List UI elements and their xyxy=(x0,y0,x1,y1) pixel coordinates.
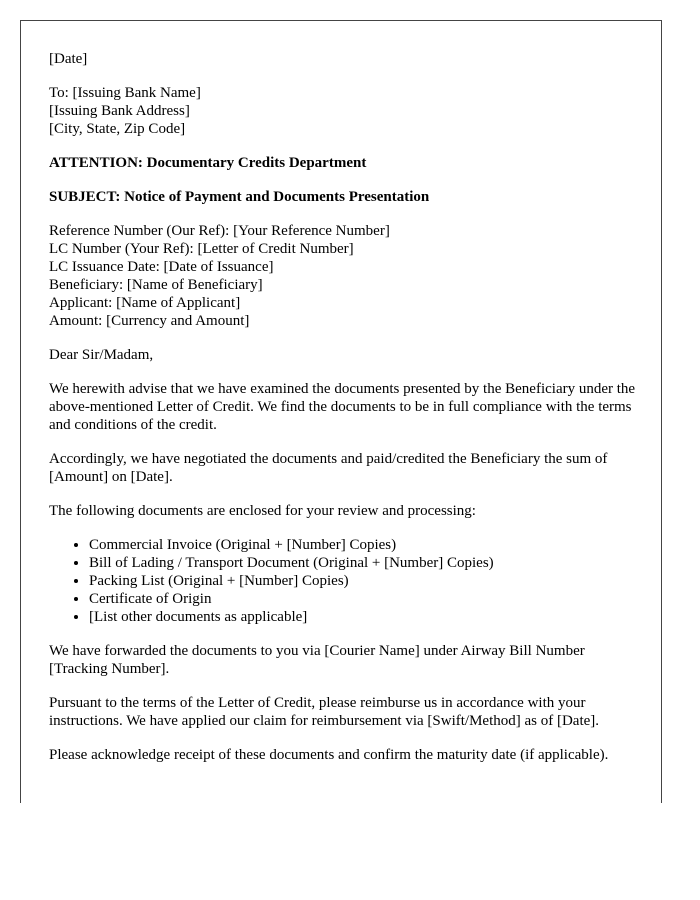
letter-page xyxy=(20,20,662,803)
list-item: • Certificate of Origin xyxy=(89,590,639,608)
recipient-bank-address: [Issuing Bank Address] xyxy=(49,103,190,119)
letter-date: [Date] xyxy=(49,51,88,67)
recipient-block xyxy=(49,84,639,138)
paragraph-forwarded: We have forwarded the documents to you via [Courier Name] under Airway Bill Number [Tracking Number]. xyxy=(49,643,585,677)
paragraph-examined: We herewith advise that we have examined the documents presented by the Beneficiary under the above-mentioned Letter of Credit. We find the documents to be in full compliance with the terms and conditions of the credit. xyxy=(49,381,636,433)
salutation: Dear Sir/Madam, xyxy=(49,347,154,363)
reference-beneficiary: Beneficiary: [Name of Beneficiary] xyxy=(49,277,263,293)
list-item: • [List other documents as applicable] xyxy=(89,608,639,626)
list-item: • Bill of Lading / Transport Document (Original + [Number] Copies) xyxy=(89,554,639,572)
reference-amount: Amount: [Currency and Amount] xyxy=(49,313,250,329)
enclosed-documents-list xyxy=(49,536,639,626)
recipient-bank-name: To: [Issuing Bank Name] xyxy=(49,85,201,101)
paragraph-enclosed-intro: The following documents are enclosed for your review and processing: xyxy=(49,503,476,519)
reference-block xyxy=(49,222,639,330)
letter-content xyxy=(49,50,639,780)
list-item: • Commercial Invoice (Original + [Number] Copies) xyxy=(89,536,639,554)
attention-line: ATTENTION: Documentary Credits Department xyxy=(49,155,367,171)
reference-our-ref: Reference Number (Our Ref): [Your Reference Number] xyxy=(49,223,390,239)
reference-applicant: Applicant: [Name of Applicant] xyxy=(49,295,241,311)
paragraph-acknowledge: Please acknowledge receipt of these documents and confirm the maturity date (if applicable). xyxy=(49,747,609,763)
paragraph-negotiated: Accordingly, we have negotiated the documents and paid/credited the Beneficiary the sum of [Amount] on [Date]. xyxy=(49,451,608,485)
reference-lc-number: LC Number (Your Ref): [Letter of Credit Number] xyxy=(49,241,354,257)
recipient-city-state-zip: [City, State, Zip Code] xyxy=(49,121,186,137)
subject-line: SUBJECT: Notice of Payment and Documents Presentation xyxy=(49,189,430,205)
list-item: • Packing List (Original + [Number] Copies) xyxy=(89,572,639,590)
paragraph-reimburse: Pursuant to the terms of the Letter of Credit, please reimburse us in accordance with your instructions. We have applied our claim for reimbursement via [Swift/Method] as of [Date]. xyxy=(49,695,600,729)
reference-issuance-date: LC Issuance Date: [Date of Issuance] xyxy=(49,259,274,275)
